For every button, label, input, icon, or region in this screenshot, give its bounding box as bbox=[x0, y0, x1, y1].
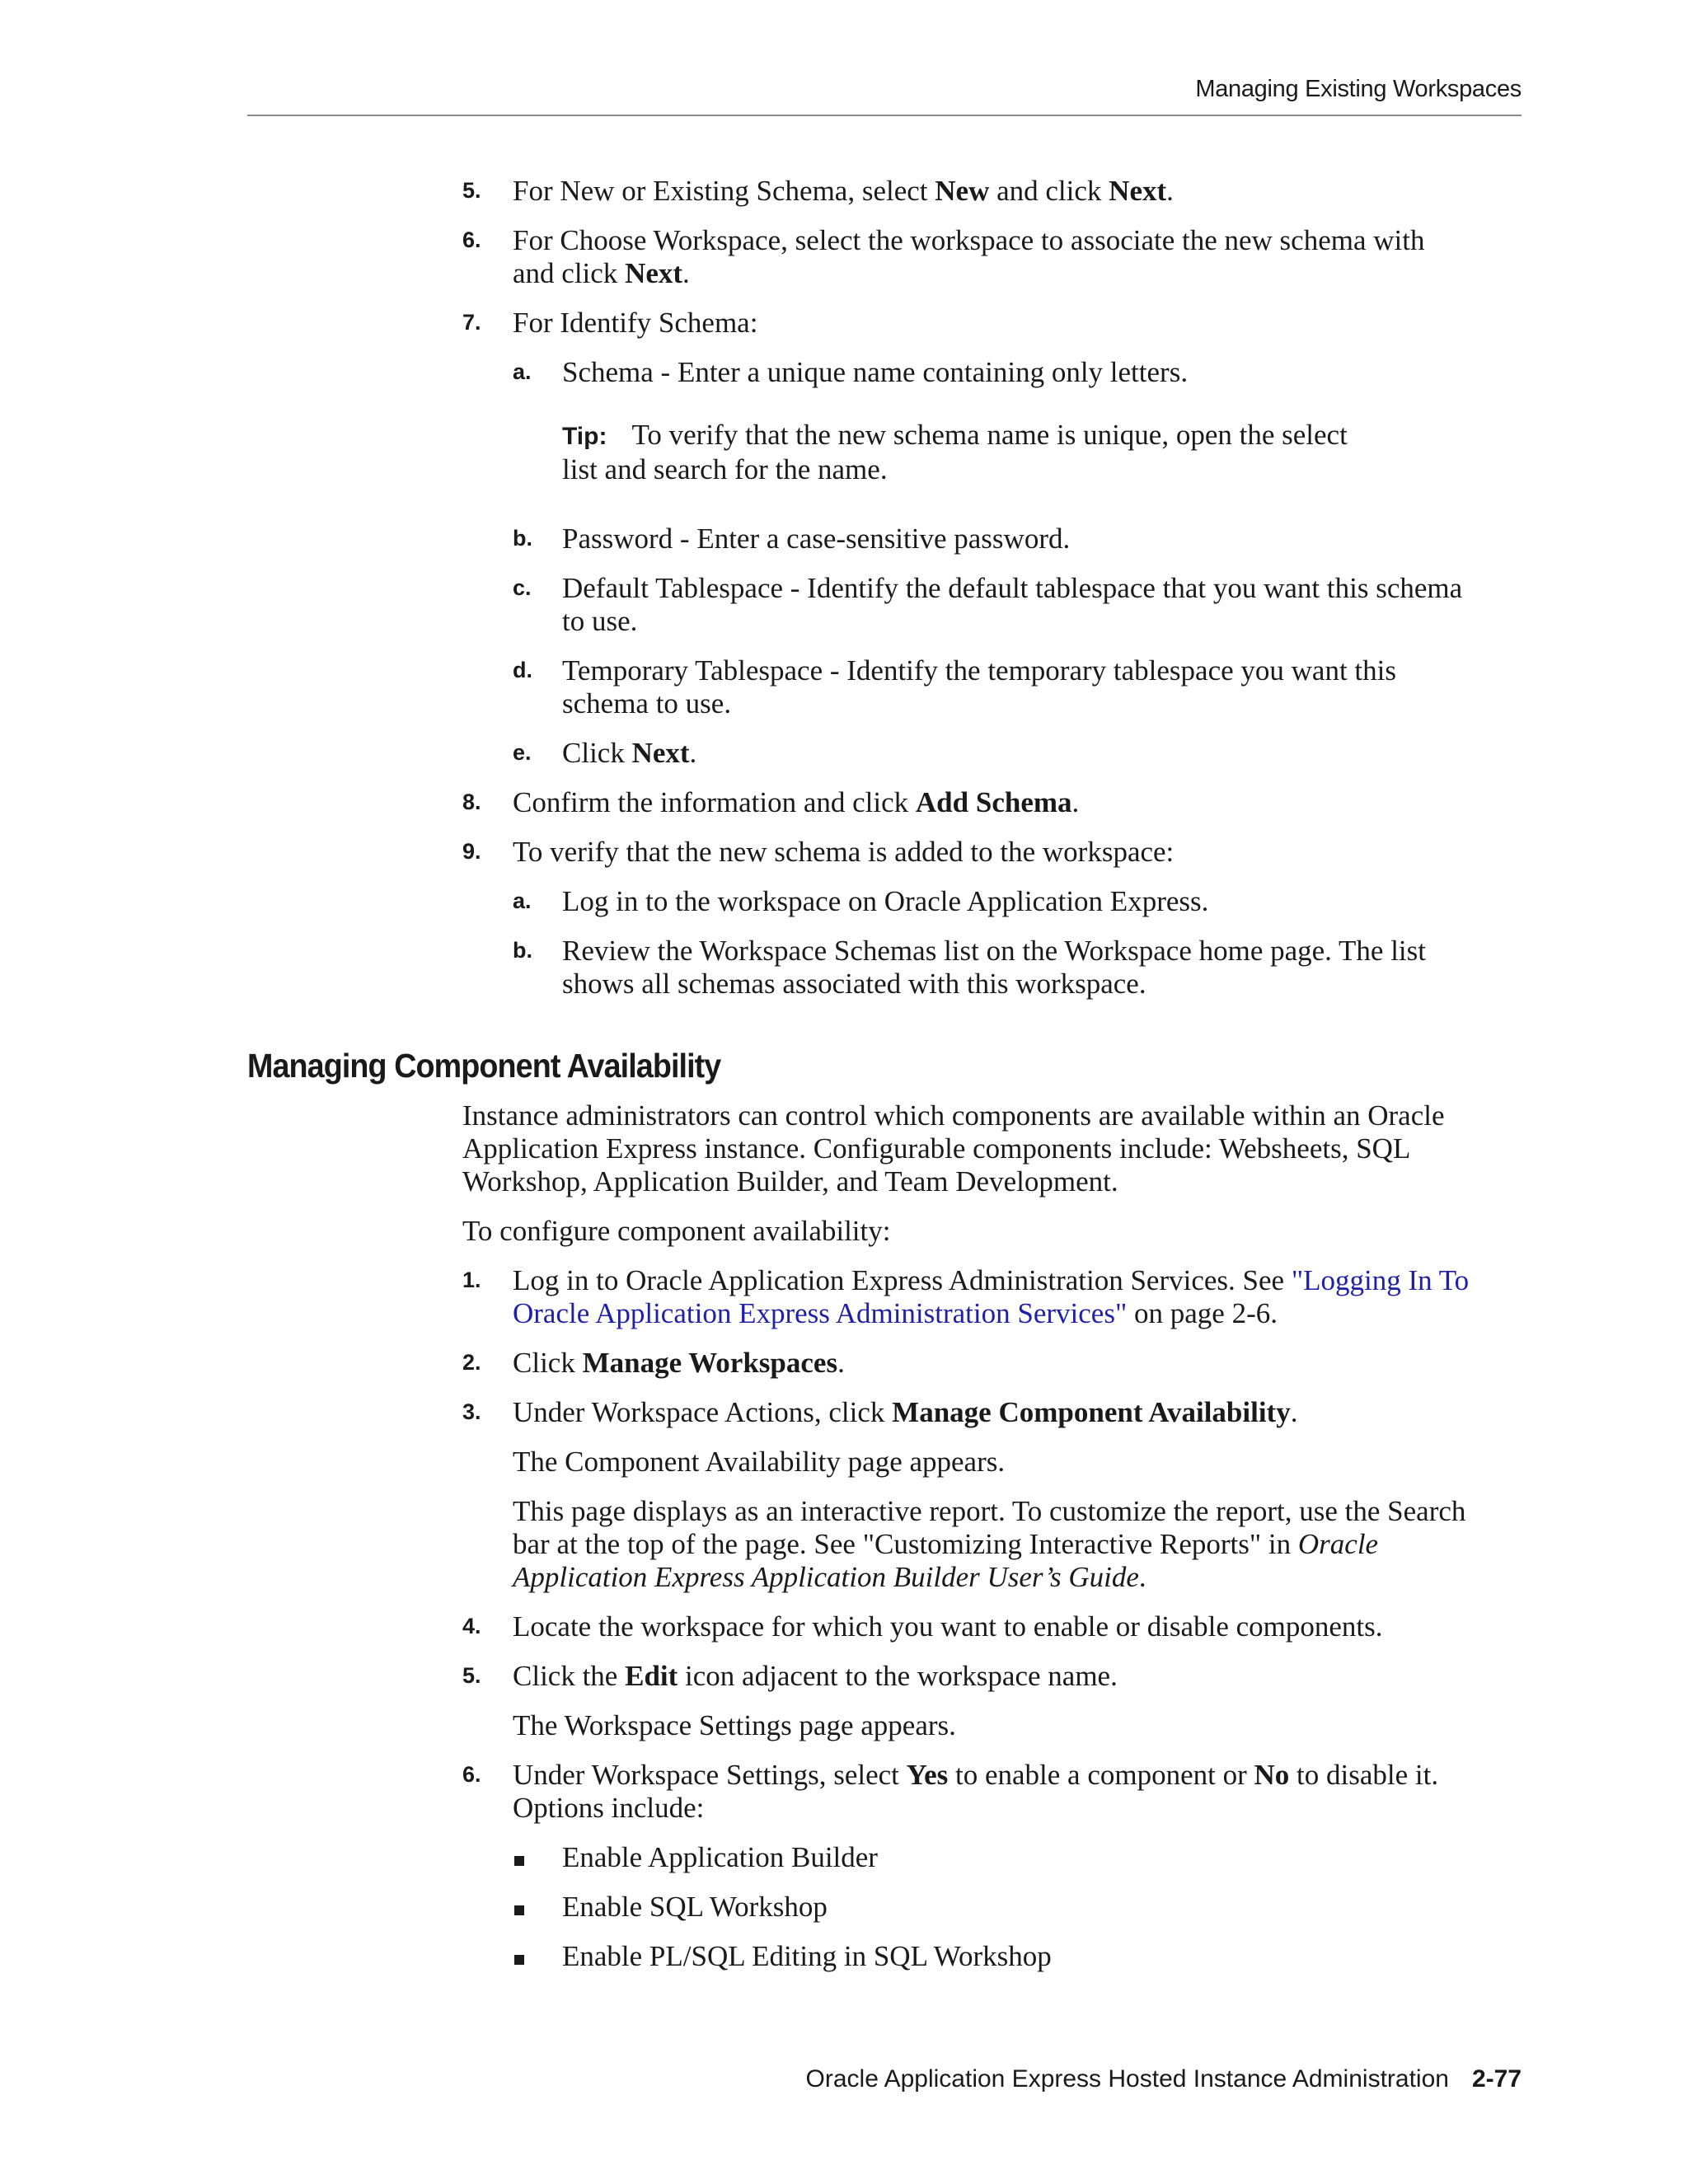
substep-text: Schema - Enter a unique name containing only letters. bbox=[562, 356, 1189, 388]
step-text: Under Workspace Settings, select Yes to enable a component or No to disable it. Options include: bbox=[513, 1759, 1439, 1824]
substep-letter: b. bbox=[513, 938, 532, 963]
step-number: 2. bbox=[462, 1350, 481, 1375]
substep-letter: e. bbox=[513, 740, 532, 765]
step-text: Confirm the information and click Add Schema. bbox=[513, 786, 1080, 818]
step-number: 6. bbox=[462, 1762, 481, 1787]
tip-note: Tip: To verify that the new schema name is unique, open the select list and search for the name. bbox=[562, 419, 1348, 485]
substep-text: Review the Workspace Schemas list on the Workspace home page. The list shows all schemas associated with this workspace. bbox=[562, 935, 1427, 1000]
header-rule bbox=[247, 115, 1522, 116]
lead-paragraph: To configure component availability: bbox=[462, 1215, 891, 1247]
footer-book-title: Oracle Application Express Hosted Instance Administration bbox=[805, 2065, 1449, 2093]
step-text: Under Workspace Actions, click Manage Component Availability. bbox=[513, 1396, 1298, 1428]
step-text: For Identify Schema: bbox=[513, 307, 758, 339]
substep-text: Log in to the workspace on Oracle Application Express. bbox=[562, 885, 1209, 917]
bullet-item: Enable Application Builder bbox=[562, 1841, 878, 1873]
step-text: Click Manage Workspaces. bbox=[513, 1347, 845, 1379]
substep-letter: c. bbox=[513, 575, 532, 600]
tip-label: Tip: bbox=[562, 423, 607, 450]
page-footer bbox=[247, 2065, 1522, 2093]
bullet-marker bbox=[514, 1905, 524, 1915]
step-text: For New or Existing Schema, select New and click Next. bbox=[513, 175, 1174, 207]
step-number: 4. bbox=[462, 1614, 481, 1638]
bullet-marker bbox=[514, 1955, 524, 1965]
substep-letter: a. bbox=[513, 359, 532, 384]
step-text: Locate the workspace for which you want to enable or disable components. bbox=[513, 1610, 1383, 1643]
section-heading: Managing Component Availability bbox=[247, 1047, 721, 1085]
page-number: 2-77 bbox=[1471, 2065, 1522, 2093]
cross-reference-link[interactable]: "Logging In To bbox=[1291, 1264, 1470, 1296]
step-text: To verify that the new schema is added to the workspace: bbox=[513, 836, 1175, 868]
substep-text: Click Next. bbox=[562, 737, 697, 769]
substep-text: Default Tablespace - Identify the default tablespace that you want this schema to use. bbox=[562, 572, 1463, 637]
step-number: 3. bbox=[462, 1399, 481, 1424]
step-paragraph: The Component Availability page appears. bbox=[513, 1446, 1006, 1478]
substep-text: Password - Enter a case-sensitive password. bbox=[562, 523, 1071, 555]
bullet-item: Enable SQL Workshop bbox=[562, 1891, 828, 1923]
cross-reference-link[interactable]: Oracle Application Express Administration Services" bbox=[513, 1297, 1128, 1329]
substep-letter: d. bbox=[513, 658, 532, 682]
substep-letter: a. bbox=[513, 888, 532, 913]
step-text: Click the Edit icon adjacent to the workspace name. bbox=[513, 1660, 1118, 1692]
bullet-item: Enable PL/SQL Editing in SQL Workshop bbox=[562, 1940, 1052, 1972]
step-number: 8. bbox=[462, 790, 481, 814]
step-number: 1. bbox=[462, 1268, 481, 1292]
substep-text: Temporary Tablespace - Identify the temporary tablespace you want this schema to use. bbox=[562, 654, 1396, 719]
substep-letter: b. bbox=[513, 526, 532, 551]
step-paragraph: This page displays as an interactive report. To customize the report, use the Search bar at the top of the page. See "Customizing Interactive Reports" in Oracle Application Express Application Builder User’s Guide. bbox=[513, 1495, 1466, 1593]
step-text: Log in to Oracle Application Express Administration Services. See "Logging In To Oracle Application Express Administration Services" on page 2-6. bbox=[513, 1264, 1470, 1329]
step-number: 6. bbox=[462, 227, 481, 252]
step-paragraph: The Workspace Settings page appears. bbox=[513, 1709, 956, 1741]
running-header: Managing Existing Workspaces bbox=[1195, 76, 1522, 102]
bullet-marker bbox=[514, 1856, 524, 1866]
step-number: 5. bbox=[462, 1663, 481, 1688]
step-number: 9. bbox=[462, 839, 481, 864]
step-text: For Choose Workspace, select the workspace to associate the new schema with and click Next. bbox=[513, 224, 1425, 289]
step-number: 5. bbox=[462, 178, 481, 203]
intro-paragraph: Instance administrators can control which components are available within an Oracle Application Express instance. Configurable components include: Websheets, SQL Workshop, Application Builder, and Team Development. bbox=[462, 1099, 1445, 1197]
step-number: 7. bbox=[462, 310, 481, 335]
